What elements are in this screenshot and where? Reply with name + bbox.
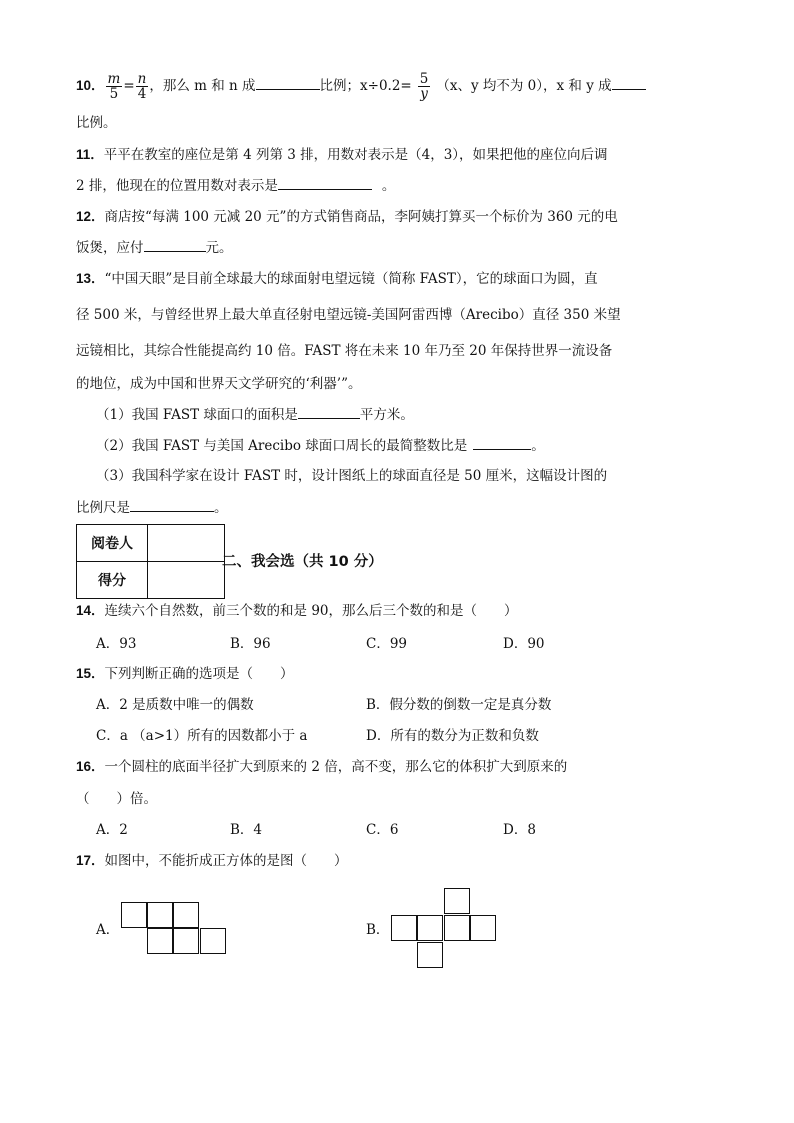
question-16: 16．一个圆柱的底面半径扩大到原来的 2 倍，高不变，那么它的体积扩大到原来的 <box>76 759 568 775</box>
fraction-n-over-4: $\frac{n}{4}$ <box>137 71 147 102</box>
net-square <box>444 888 470 914</box>
question-12: 12．商店按“每满 100 元减 20 元”的方式销售商品，李阿姨打算买一个标价为 360 元的电 <box>76 209 618 225</box>
question-13-line2: 径 500 米，与曾经世界上最大单直径射电望远镜-美国阿雷西博（Arecibo）直径 350 米望 <box>76 307 621 323</box>
question-12-line2: 饭煲，应付 元。 <box>76 237 233 258</box>
answer-blank[interactable] <box>130 497 214 512</box>
grader-cell[interactable] <box>148 525 225 562</box>
net-square <box>147 902 173 928</box>
answer-blank[interactable] <box>278 175 372 190</box>
answer-blank[interactable] <box>256 75 320 90</box>
score-cell[interactable] <box>148 562 225 599</box>
question-13-part1: （1）我国 FAST 球面口的面积是 平方米。 <box>96 404 414 425</box>
figure-b-label[interactable]: B． <box>366 922 390 938</box>
question-10: 10． $\frac{m}{5}$ = $\frac{n}{4}$ ，那么 m 和 n 成 比例；x÷0.2= $\frac{5}{y}$ （x、y 均不为 0），x 和 y 成 <box>76 72 646 101</box>
question-15: 15．下列判断正确的选项是（ ） <box>76 666 294 682</box>
option-d[interactable]: D．所有的数分为正数和负数 <box>366 728 539 744</box>
answer-blank[interactable] <box>298 404 360 419</box>
question-14: 14．连续六个自然数，前三个数的和是 90，那么后三个数的和是（ ） <box>76 603 518 619</box>
question-17: 17．如图中，不能折成正方体的是图（ ） <box>76 853 348 869</box>
score-table <box>76 524 225 599</box>
section-title: 二、我会选（共 10 分） <box>222 554 383 570</box>
net-square <box>200 928 226 954</box>
net-square <box>444 915 470 941</box>
question-13: 13．“中国天眼”是目前全球最大的球面射电望远镜（简称 FAST），它的球面口为圆，直 <box>76 271 598 287</box>
net-square <box>121 902 147 928</box>
option-a[interactable]: A．2 是质数中唯一的偶数 <box>96 697 254 713</box>
question-13-line4: 的地位，成为中国和世界天文学研究的‘利器’”。 <box>76 376 362 392</box>
net-square <box>417 942 443 968</box>
question-13-part2: （2）我国 FAST 与美国 Arecibo 球面口周长的最简整数比是 。 <box>96 435 545 456</box>
question-13-part3-line2: 比例尺是 。 <box>76 497 228 518</box>
option-b[interactable]: B．96 <box>230 636 271 652</box>
answer-blank[interactable] <box>144 237 206 252</box>
net-square <box>173 902 199 928</box>
question-13-part3: （3）我国科学家在设计 FAST 时，设计图纸上的球面直径是 50 厘米，这幅设计图的 <box>96 468 608 484</box>
grader-label: 阅卷人 <box>77 525 148 562</box>
answer-blank[interactable] <box>612 75 646 90</box>
score-label: 得分 <box>77 562 148 599</box>
fraction-m-over-5: $\frac{m}{5}$ <box>107 71 121 102</box>
net-square <box>173 928 199 954</box>
question-number: 10． <box>76 78 105 93</box>
question-10-line2: 比例。 <box>76 115 117 131</box>
question-11: 11．平平在教室的座位是第 4 列第 3 排，用数对表示是（4，3），如果把他的座位向后调 <box>76 147 608 163</box>
net-square <box>417 915 443 941</box>
option-b[interactable]: B．假分数的倒数一定是真分数 <box>366 697 552 713</box>
net-square <box>391 915 417 941</box>
net-square <box>147 928 173 954</box>
option-d[interactable]: D．90 <box>503 636 545 652</box>
option-c[interactable]: C．99 <box>366 636 408 652</box>
option-c[interactable]: C．a （a>1）所有的因数都小于 a <box>96 728 308 744</box>
option-c[interactable]: C．6 <box>366 822 399 838</box>
question-11-line2: 2 排，他现在的位置用数对表示是 。 <box>76 175 395 196</box>
fraction-5-over-y: $\frac{5}{y}$ <box>419 71 429 102</box>
question-16-line2: （ ）倍。 <box>76 791 157 807</box>
option-a[interactable]: A．93 <box>96 636 137 652</box>
option-d[interactable]: D．8 <box>503 822 536 838</box>
answer-blank[interactable] <box>473 435 531 450</box>
question-13-line3: 远镜相比，其综合性能提高约 10 倍。FAST 将在未来 10 年乃至 20 年保持世界一流设备 <box>76 343 613 359</box>
figure-a-label[interactable]: A． <box>96 922 120 938</box>
net-square <box>470 915 496 941</box>
option-b[interactable]: B．4 <box>230 822 263 838</box>
option-a[interactable]: A．2 <box>96 822 128 838</box>
